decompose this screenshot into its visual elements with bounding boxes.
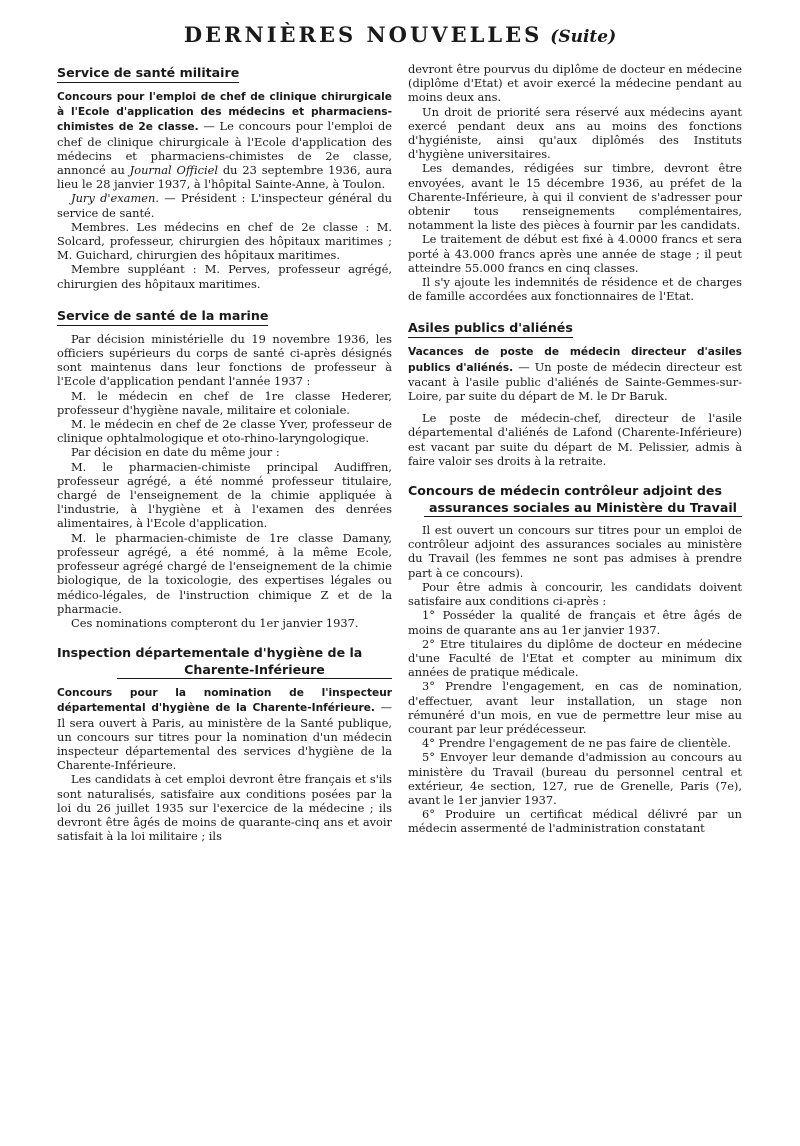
paragraph (57, 191, 392, 219)
paragraph: M. le médecin en chef de 1re classe Hederer, professeur d'hygiène navale, militaire et coloniale. (57, 388, 392, 417)
section-title: Asiles publics d'aliénés (408, 320, 573, 338)
paragraph: Membres. Les médecins en chef de 2e classe : M. Solcard, professeur, chirurgien des hôpitaux maritimes ; M. Guichard, chirurgien des hôpitaux maritimes. (57, 219, 392, 263)
section-asiles (408, 317, 742, 468)
section-inspection-continued (408, 62, 742, 303)
paragraph-text: du 23 septembre 1936, aura lieu le 28 janvier 1937, à l'hôpital Sainte-Anne, à Toulon. (57, 163, 392, 192)
section-title (57, 644, 392, 679)
jury-label: Jury d'examen. (71, 191, 159, 206)
paragraph: 6° Produire un certificat médical délivré par un médecin assermenté de l'administration constatant (408, 807, 742, 836)
section-title-line: Concours de médecin contrôleur adjoint des (408, 483, 722, 499)
paragraph: Ces nominations compteront du 1er janvier 1937. (71, 615, 359, 630)
paragraph: Par décision en date du même jour : (71, 445, 280, 460)
paragraph: devront être pourvus du diplôme de docteur en médecine (diplôme d'Etat) et avoir exercé la médecine pendant au moins deux ans. (408, 62, 742, 105)
section-inspection-hygiene (57, 644, 392, 843)
right-column (408, 62, 742, 836)
paragraph: M. le pharmacien-chimiste de 1re classe Damany, professeur agrégé, a été nommé, à la même Ecole, professeur agrégé chargé de l'enseignement de la chimie biologique, de la toxicologie, des expertises légales ou médico-légales, de l'instruction chimique Z et de la pharmacie. (57, 530, 392, 616)
journal-name: Journal Officiel (129, 163, 218, 178)
paragraph: Le poste de médecin-chef, directeur de l'asile départemental d'aliénés de Lafond (Charente-Inférieure) est vacant par suite du départ de M. Pelissier, admis à faire valoir ses droits à la retraite. (408, 411, 742, 468)
paragraph: Il est ouvert un concours sur titres pour un emploi de contrôleur adjoint des assurances sociales au ministère du Travail (les femmes ne sont pas admises à prendre part à ce concours). (408, 523, 742, 580)
paragraph: M. le médecin en chef de 2e classe Yver, professeur de clinique ophtalmologique et oto-rhino-laryngologique. (57, 417, 392, 446)
section-concours-controleur (408, 482, 742, 835)
paragraph: 1° Posséder la qualité de français et être âgés de moins de quarante ans au 1er janvier 1937. (408, 608, 742, 637)
section-title: Service de santé militaire (57, 65, 239, 83)
section-title (408, 482, 742, 517)
paragraph: 5° Envoyer leur demande d'admission au concours au ministère du Travail (bureau du personnel central et extérieur, 4e section, 127, rue de Grenelle, Paris (7e), avant le 1er janvier 1937. (408, 750, 742, 807)
section-title-line: Charente-Inférieure (117, 661, 392, 679)
paragraph: 3° Prendre l'engagement, en cas de nomination, d'effectuer, avant leur installation, un stage non rémunéré d'un mois, en vue de permettre leur mise au courant par leur prédécesseur. (408, 679, 742, 736)
header-title: DERNIÈRES NOUVELLES (183, 22, 543, 47)
paragraph-text: — Un poste de médecin directeur est vacant à l'asile public d'aliénés de Sainte-Gemmes-sur-Loire, par suite du départ de M. le Dr Baruk. (408, 359, 742, 404)
paragraph: 2° Etre titulaires du diplôme de docteur en médecine d'une Faculté de l'Etat et compter au minimum dix années de pratique médicale. (408, 636, 742, 680)
paragraph (57, 89, 392, 191)
paragraph (408, 344, 742, 403)
paragraph: Membre suppléant : M. Perves, professeur agrégé, chirurgien des hôpitaux maritimes. (57, 262, 392, 291)
header-suite: (Suite) (550, 27, 617, 47)
paragraph: 4° Prendre l'engagement de ne pas faire de clientèle. (422, 736, 731, 751)
paragraph: Les candidats à cet emploi devront être français et s'ils sont naturalisés, satisfaire aux conditions posées par la loi du 26 juillet 1935 sur l'exercice de la médecine ; ils devront être âgés de moins de quarante-cinq ans et avoir satisfait à la loi militaire ; ils (57, 772, 392, 844)
paragraph: Par décision ministérielle du 19 novembre 1936, les officiers supérieurs du corps de santé ci-après désignés sont maintenus dans leur fonctions de professeur à l'Ecole d'application pendant l'année 1937 : (57, 331, 392, 389)
page-header (0, 22, 800, 47)
paragraph: M. le pharmacien-chimiste principal Audiffren, professeur agrégé, a été nommé professeur titulaire, chargé de l'enseignement de la chimie appliquée à l'industrie, à l'hygiène et à l'examen des denrées alimentaires, à l'Ecole d'application. (57, 459, 392, 531)
paragraph: Il s'y ajoute les indemnités de résidence et de charges de famille accordées aux fonctionnaires de l'Etat. (408, 275, 742, 304)
lead-text: Concours pour l'emploi de chef de clinique chirurgicale à l'Ecole d'application des médecins et pharmaciens-chimistes de 2e classe. (57, 91, 392, 134)
paragraph (57, 685, 392, 772)
section-sante-militaire (57, 62, 392, 291)
paragraph: Le traitement de début est fixé à 4.0000 francs et sera porté à 43.000 francs après une année de stage ; il peut atteindre 55.000 francs en cinq classes. (408, 232, 742, 275)
section-title-line: Inspection départementale d'hygiène de la (57, 645, 363, 661)
paragraph-text: — Président : L'inspecteur général du service de santé. (57, 191, 393, 220)
lead-text: Vacances de poste de médecin directeur d'asiles publics d'aliénés. (408, 346, 742, 374)
lead-text: Concours pour la nomination de l'inspecteur départemental d'hygiène de la Charente-Inférieure. (57, 687, 392, 715)
paragraph: Pour être admis à concourir, les candidats doivent satisfaire aux conditions ci-après : (408, 579, 742, 609)
paragraph-text: — Il sera ouvert à Paris, au ministère de la Santé publique, un concours sur titres pour la nomination d'un médecin inspecteur départemental des services d'hygiène de la Charente-Inférieure. (57, 700, 393, 773)
section-title: Service de santé de la marine (57, 308, 268, 326)
section-sante-marine (57, 305, 392, 630)
paragraph: Un droit de priorité sera réservé aux médecins ayant exercé pendant deux ans au moins des fonctions d'hygiéniste, ainsi qu'aux diplômés des Instituts d'hygiène universitaires. (408, 104, 742, 162)
paragraph: Les demandes, rédigées sur timbre, devront être envoyées, avant le 15 décembre 1936, au préfet de la Charente-Inférieure, à qui il convient de s'adresser pour obtenir tous renseignements complémentaires, notamment la liste des pièces à fournir par les candidats. (408, 161, 742, 233)
paragraph-text: — Le concours pour l'emploi de chef de clinique chirurgicale à l'Ecole d'application des médecins et pharmaciens-chimistes de 2e classe, annoncé au (57, 119, 392, 178)
section-title-line: assurances sociales au Ministère du Travail (424, 499, 742, 517)
left-column (57, 62, 392, 843)
